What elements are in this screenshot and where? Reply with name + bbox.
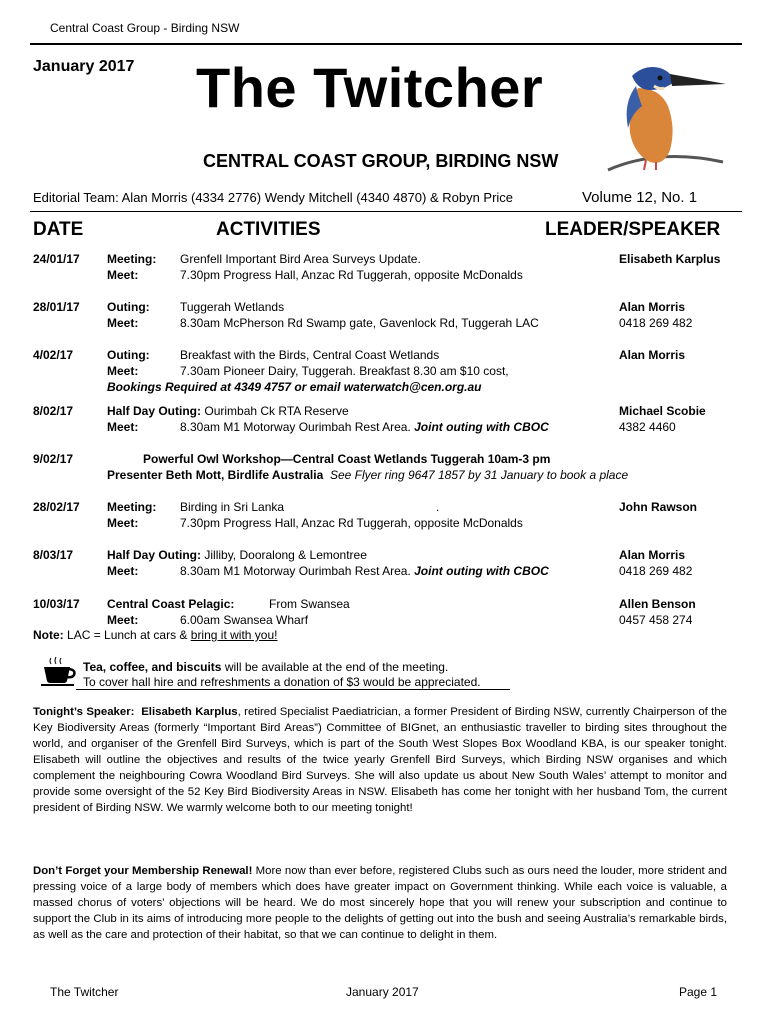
- event-label: Half Day Outing:: [107, 548, 202, 562]
- editorial-team: Editorial Team: Alan Morris (4334 2776) Wendy Mitchell (4340 4870) & Robyn Price: [33, 190, 514, 205]
- event-meet: 7.30pm Progress Hall, Anzac Rd Tuggerah, opposite McDonalds: [180, 268, 523, 282]
- event-booking-note: Bookings Required at 4349 4757 or email waterwatch@cen.org.au: [107, 380, 482, 394]
- note-text: LAC = Lunch at cars &: [67, 628, 188, 642]
- column-header-leader: LEADER/SPEAKER: [545, 219, 721, 240]
- tea-line-2: To cover hall hire and refreshments a donation of $3 would be appreciated.: [83, 675, 481, 689]
- event-meet: 6.00am Swansea Wharf: [180, 613, 309, 627]
- coffee-cup-icon: [40, 656, 78, 688]
- event-workshop-line: [107, 467, 628, 483]
- event-leader-phone: 4382 4460: [619, 420, 676, 434]
- column-header-activities: ACTIVITIES: [216, 219, 321, 240]
- event-meet: 7.30pm Progress Hall, Anzac Rd Tuggerah, opposite McDonalds: [180, 516, 523, 530]
- kingfisher-icon: [598, 58, 728, 176]
- event-workshop-title: Powerful Owl Workshop—Central Coast Wetlands Tuggerah 10am-3 pm: [143, 452, 551, 466]
- event-meet: 7.30am Pioneer Dairy, Tuggerah. Breakfast 8.30 am $10 cost,: [180, 364, 509, 378]
- event-description: Ourimbah Ck RTA Reserve: [204, 404, 349, 418]
- event-description: From Swansea: [269, 597, 350, 611]
- lunch-note: [33, 628, 277, 642]
- event-meet-label: Meet:: [107, 364, 139, 378]
- speaker-lead: Tonight’s Speaker:: [33, 706, 135, 718]
- event-meet-label: Meet:: [107, 564, 139, 578]
- event-leader: Allen Benson: [619, 597, 696, 611]
- event-label: Central Coast Pelagic:: [107, 597, 235, 611]
- event-date: 9/02/17: [33, 452, 74, 466]
- event-joint-note: Joint outing with CBOC: [414, 420, 549, 434]
- top-rule: [30, 43, 742, 45]
- event-leader: Elisabeth Karplus: [619, 252, 721, 266]
- event-description: Birding in Sri Lanka: [180, 500, 285, 514]
- event-meet: 8.30am M1 Motorway Ourimbah Rest Area.: [180, 564, 411, 578]
- organisation-name: CENTRAL COAST GROUP, BIRDING NSW: [203, 151, 559, 171]
- speaker-paragraph: [33, 704, 727, 816]
- event-label: Outing:: [107, 348, 150, 362]
- page-number: Page 1: [679, 985, 718, 999]
- column-header-date: DATE: [33, 219, 84, 240]
- issue-date: January 2017: [33, 58, 135, 75]
- event-description-dot: .: [436, 500, 440, 514]
- tea-line-1: [83, 660, 448, 674]
- membership-paragraph: [33, 863, 727, 943]
- event-date: 8/02/17: [33, 404, 74, 418]
- membership-lead: Don’t Forget your Membership Renewal!: [33, 865, 253, 877]
- event-meet-line: [180, 419, 549, 435]
- event-leader: Alan Morris: [619, 300, 686, 314]
- event-meet-label: Meet:: [107, 420, 139, 434]
- volume-number: Volume 12, No. 1: [582, 189, 698, 206]
- note-underlined: bring it with you!: [190, 628, 278, 642]
- event-label: Meeting:: [107, 252, 157, 266]
- event-date: 4/02/17: [33, 348, 74, 362]
- event-description: Breakfast with the Birds, Central Coast Wetlands: [180, 348, 440, 362]
- footer-date: January 2017: [346, 985, 419, 999]
- newsletter-title: The Twitcher: [196, 56, 544, 119]
- note-label: Note:: [33, 628, 64, 642]
- event-date: 8/03/17: [33, 548, 74, 562]
- event-description: Jilliby, Dooralong & Lemontree: [204, 548, 367, 562]
- event-joint-note: Joint outing with CBOC: [414, 564, 549, 578]
- event-leader: John Rawson: [619, 500, 698, 514]
- event-meet-label: Meet:: [107, 268, 139, 282]
- event-label: Half Day Outing:: [107, 404, 202, 418]
- event-description: Grenfell Important Bird Area Surveys Update.: [180, 252, 421, 266]
- event-label: Outing:: [107, 300, 150, 314]
- tea-bold: Tea, coffee, and biscuits: [83, 660, 222, 674]
- speaker-name: Elisabeth Karplus: [141, 706, 238, 718]
- event-meet: 8.30am M1 Motorway Ourimbah Rest Area.: [180, 420, 411, 434]
- event-flyer-note: See Flyer ring 9647 1857 by 31 January to book a place: [329, 468, 629, 482]
- event-description: Tuggerah Wetlands: [180, 300, 285, 314]
- footer-title: The Twitcher: [50, 985, 119, 999]
- event-heading: [107, 547, 367, 563]
- event-date: 28/02/17: [33, 500, 80, 514]
- event-meet: 8.30am McPherson Rd Swamp gate, Gavenlock Rd, Tuggerah LAC: [180, 316, 539, 330]
- event-date: 28/01/17: [33, 300, 80, 314]
- event-leader: Alan Morris: [619, 348, 686, 362]
- event-leader: Alan Morris: [619, 548, 686, 562]
- event-leader-phone: 0418 269 482: [619, 564, 693, 578]
- event-presenter: Presenter Beth Mott, Birdlife Australia: [107, 468, 324, 482]
- tea-text: will be available at the end of the meeting.: [224, 660, 449, 674]
- event-meet-line: [180, 563, 549, 579]
- event-meet-label: Meet:: [107, 613, 139, 627]
- event-meet-label: Meet:: [107, 516, 139, 530]
- event-leader-phone: 0457 458 274: [619, 613, 693, 627]
- tea-rule: [76, 689, 510, 690]
- event-leader: Michael Scobie: [619, 404, 706, 418]
- speaker-body: , retired Specialist Paediatrician, a former President of Birding NSW, currently Chairperson of the Key Biodiversity Areas (formerly “Important Bird Areas”) Committee of BIGnet, an enthusiastic traveller to birding sites throughout the world, and organiser of the Grenfell Bird Surveys, which is part of the South West Slopes Box Woodland KBA, is our speaker tonight. Elisabeth will outline the objectives and results of the twice yearly Grenfell Bird Surveys, which Birding NSW organises and which complement the neighbouring Cowra Woodland Bird Surveys. She will also update us about New South Wales’ attempt to monitor and provide some oversight of the 52 Key Bird Biodiversity Areas in NSW. Elisabeth has come her tonight with her husband Tom, the current president of Birding NSW. We warmly welcome both to our meeting tonight!: [33, 706, 728, 814]
- event-heading: [107, 403, 349, 419]
- event-label: Meeting:: [107, 500, 157, 514]
- header-rule: [30, 211, 742, 212]
- event-leader-phone: 0418 269 482: [619, 316, 693, 330]
- group-line: Central Coast Group - Birding NSW: [50, 21, 240, 35]
- event-meet-label: Meet:: [107, 316, 139, 330]
- membership-body: More now than ever before, registered Clubs such as ours need the louder, more strident and pressing voice of a large body of members which does have greater impact on Government thinking. While each voice is valuable, a massed chorus of voters’ objections will be heard. We do most sincerely hope that you will renew your subscription and continue to support the Club in its aims of introducing more people to the delights of getting out into the bush and seeing Australia’s remarkable birds, as well as the care and protection of their habitat, so that we can continue to delight in them.: [33, 865, 727, 941]
- event-date: 24/01/17: [33, 252, 80, 266]
- event-date: 10/03/17: [33, 597, 80, 611]
